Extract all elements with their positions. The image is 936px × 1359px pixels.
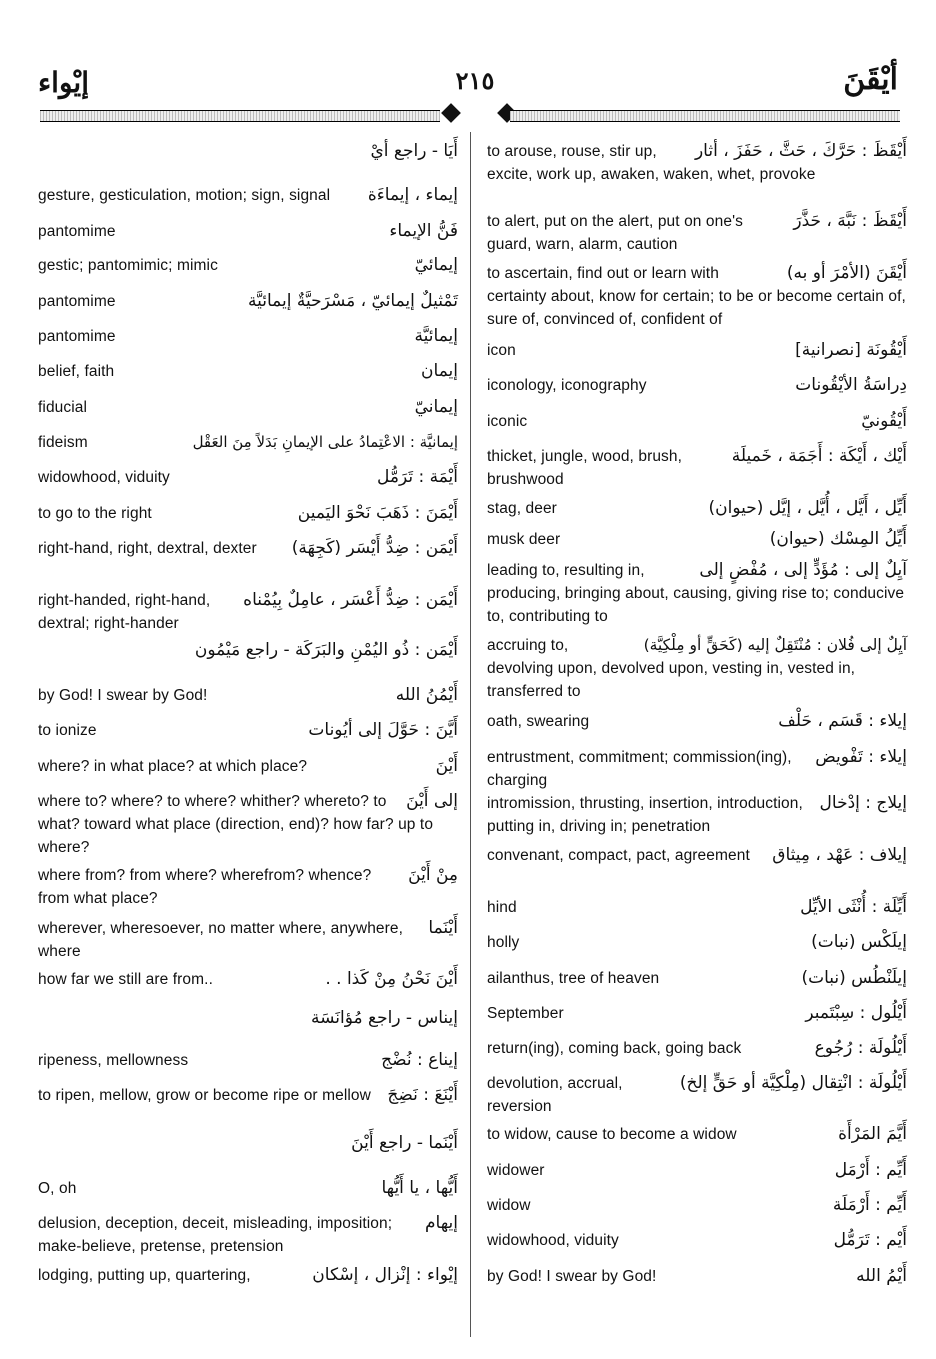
entry: أَيْمُنُ الله by God! I swear by God! <box>38 685 458 705</box>
entry: أَيْم : تَرَمُّل widowhood, viduity <box>487 1230 907 1250</box>
entry: أَيِّلُ المِسْك (حيوان) musk deer <box>487 529 907 549</box>
entry: إلى أَيْنَ where to? where? to where? whither? whereto? to what? toward what place (direction, end)? how far? up to where? <box>38 791 458 856</box>
left-column <box>38 132 458 1332</box>
entry: أَيْنَعَ : نَضِجَ to ripen, mellow, grow or become ripe or mellow <box>38 1085 458 1105</box>
entry: أَيْمَنَ : ذَهَبَ نَحْوَ اليَمين to go to the right <box>38 503 458 523</box>
entry: أَيِّلَة : أُنْثَى الأيِّل hind <box>487 897 907 917</box>
entry: فَنُّ الإيماء pantomime <box>38 221 458 241</box>
entry: إيمانيّ fiducial <box>38 397 458 417</box>
column-divider <box>470 132 471 1337</box>
entry: أَيْقَظَ : حَرَّكَ ، حَثَّ ، حَفَزَ ، أثار to arouse, rouse, stir up, excite, work up, awaken, waken, whet, provoke <box>487 141 907 183</box>
entry: أَيْقَنَ (الأمْرَ أو به) to ascertain, find out or learn with certainty about, know for certain; to be or become certain of, sure of, convinced of, confident of <box>487 263 907 328</box>
entry: إيهام delusion, deception, deceit, misleading, imposition; make-believe, pretense, pretension <box>38 1213 458 1255</box>
entry: أَيْنَ where? in what place? at which place? <box>38 756 458 776</box>
entry: تَمْثيلٌ إيمائيّ ، مَسْرَحيَّةٌ إيمائيَّة pantomime <box>38 291 458 311</box>
entry: أَيْلُول : سِبْتَمبر September <box>487 1003 907 1023</box>
entry: أَيْمُ الله by God! I swear by God! <box>487 1266 907 1286</box>
entry: أَيْقَظَ : نَبَّهَ ، حَذَّرَ to alert, put on the alert, put on one's guard, warn, alarm, caution <box>487 211 907 253</box>
entry: آيِلٌ إلى : مُؤَدٍّ إلى ، مُفْضٍ إلى leading to, resulting in, producing, bringing about, causing, giving rise to; conducive to, contributing to <box>487 560 907 625</box>
entry: إيلاء : تَفْويض entrustment, commitment; commission(ing), charging <box>487 747 907 789</box>
entry: إيمائيّ gestic; pantomimic; mimic <box>38 255 458 275</box>
header-rule-right <box>510 110 900 122</box>
page-number: ٢١٥ <box>455 66 495 95</box>
entry: إيلاج : إدْخال intromission, thrusting, insertion, introduction, putting in, driving in; penetration <box>487 793 907 835</box>
entry: إيلَنْطُس (نبات) ailanthus, tree of heaven <box>487 968 907 988</box>
entry: أَيْمَة : تَرَمُّل widowhood, viduity <box>38 467 458 487</box>
right-guide-word: أيْقَنَ <box>843 62 898 97</box>
entry: أَيَا - راجع أيْ <box>370 141 458 161</box>
entry: إيلاء : قَسَم ، حَلْف oath, swearing <box>487 711 907 731</box>
entry: أَيِّم : أَرْمَلَة widow <box>487 1195 907 1215</box>
entry: مِنْ أَيْنَ where from? from where? wherefrom? whence? from what place? <box>38 865 458 907</box>
entry: أَيِّل ، أَيَّل ، أُيَّل ، إيَّل (حيوان) stag, deer <box>487 498 907 518</box>
entry: دِراسَةُ الأيْقُونات iconology, iconography <box>487 375 907 395</box>
entry: إيمائيَّة pantomime <box>38 326 458 346</box>
entry: أَيْمَن : ضِدُّ أَيْسَر (كَجِهَة) right-hand, right, dextral, dexter <box>38 538 458 558</box>
entry: أَيْنَ نَحْنُ مِنْ كَذا . . how far we still are from.. <box>38 969 458 989</box>
entry: أَيْمَن : ضِدُّ أَعْسَر ، عامِلٌ بِيُمْناه right-handed, right-hand, dextral; right-hander <box>38 590 458 632</box>
right-column <box>487 132 907 1332</box>
header-rule-left <box>40 110 440 122</box>
entry: أَيْقُونَة [نصرانية] icon <box>487 340 907 360</box>
entry: أَيْمَن : ذُو اليُمْنِ والبَرَكَة - راجع مَيْمُون <box>194 640 458 660</box>
entry: أَيْقُونيّ iconic <box>487 411 907 431</box>
entry: أَيْك ، أَيْكَة : أَجَمَة ، خَميلَة thicket, jungle, wood, brush, brushwood <box>487 446 907 488</box>
entry: إيمان belief, faith <box>38 361 458 381</box>
entry: أَيْنَما - راجع أَيْنَ <box>351 1133 458 1153</box>
left-guide-word: إيْواء <box>38 66 89 99</box>
entry: آيِلٌ إلى فُلان : مُنْتَقِلٌ إليه (كَحَقٍّ أو مِلْكِيَّة) accruing to, devolving upon, devolved upon, vesting in, vested in, transferred to <box>487 636 907 700</box>
entry: أَيُّها ، يا أَيُّها O, oh <box>38 1178 458 1198</box>
entry: أَيْلُولَة : انْتِقال (مِلْكِيَّة أو حَقٍّ إلخ) devolution, accrual, reversion <box>487 1073 907 1115</box>
diamond-ornament-left <box>441 103 461 123</box>
entry: أَيِّم : أَرْمَل widower <box>487 1160 907 1180</box>
entry: إيناع : نُضْج ripeness, mellowness <box>38 1050 458 1070</box>
page-header <box>0 62 936 102</box>
entry: أَيْنَما wherever, wheresoever, no matter where, anywhere, where <box>38 918 458 960</box>
entry: أَيْلُولَة : رُجُوع return(ing), coming back, going back <box>487 1038 907 1058</box>
entry: أَيَّنَ : حَوَّلَ إلى أيُونات to ionize <box>38 720 458 740</box>
entry: إيماء ، إيماءَة gesture, gesticulation, motion; sign, signal <box>38 185 458 205</box>
entry: إيلَكْس (نبات) holly <box>487 932 907 952</box>
entry: أَيَّمَ المَرْأَة to widow, cause to become a widow <box>487 1124 907 1144</box>
entry: إيناس - راجع مُؤانَسَة <box>311 1008 458 1028</box>
entry: إيمانيَّة : الاعْتِمادُ على الإيمانِ بَدَلاً مِنَ العَقْل fideism <box>38 433 458 451</box>
entry: إيْواء : إنْزال ، إسْكان lodging, putting up, quartering, <box>38 1265 458 1285</box>
entry: إيلاف : عَهْد ، مِيثاق convenant, compact, pact, agreement <box>487 845 907 865</box>
